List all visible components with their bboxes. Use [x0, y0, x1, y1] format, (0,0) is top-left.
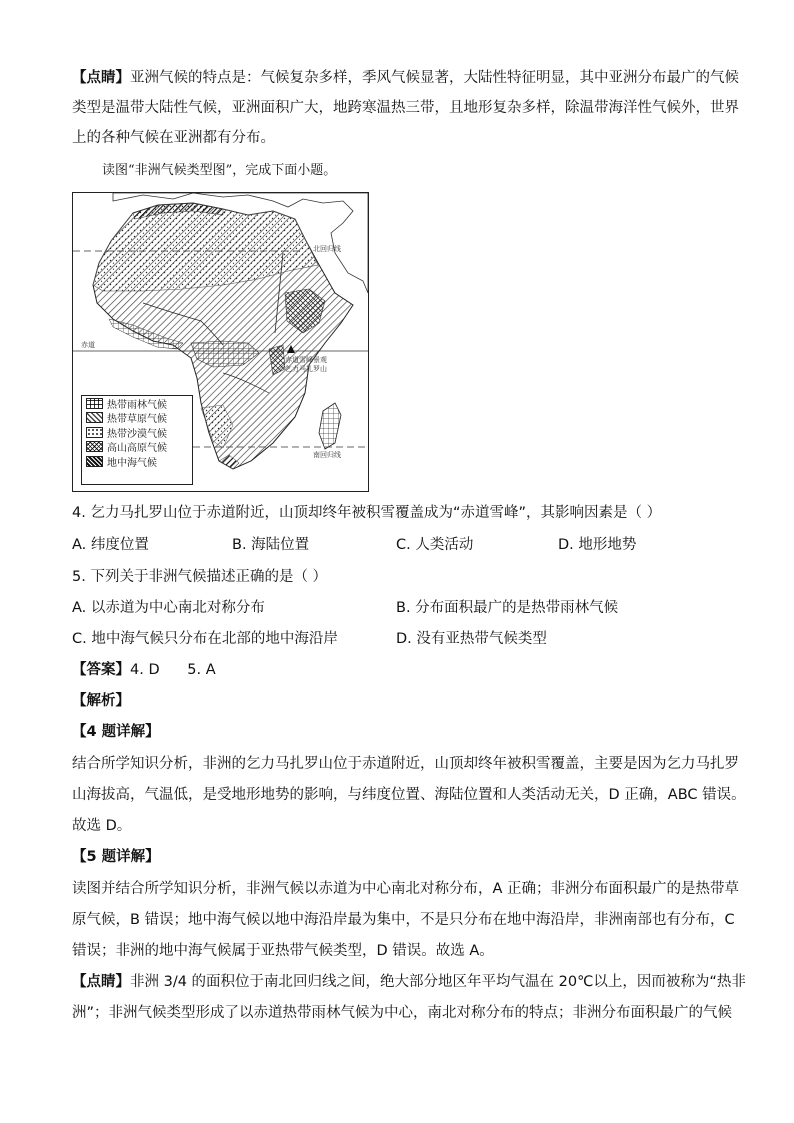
- detail5-line-1: 读图并结合所学知识分析，非洲气候以赤道为中心南北对称分布，A 正确；非洲分布面积最广的是热带草: [72, 881, 740, 897]
- legend-label: 高山高原气候: [107, 443, 167, 455]
- legend-item-savanna: [82, 411, 192, 426]
- detail4-line-3: 故选 D。: [72, 818, 132, 834]
- analysis-tag: 【解析】: [72, 693, 130, 709]
- rainforest-swatch: [86, 398, 103, 409]
- legend-item-desert: [82, 425, 192, 440]
- q5-option-d[interactable]: D. 没有亚热带气候类型: [396, 631, 547, 647]
- q5-option-c[interactable]: C. 地中海气候只分布在北部的地中海沿岸: [72, 631, 338, 647]
- africa-climate-map: [72, 192, 369, 492]
- legend-label: 地中海气候: [107, 457, 157, 469]
- answer-text: 4. D 5. A: [130, 662, 216, 678]
- detail4-tag: 【4 题详解】: [72, 724, 160, 740]
- map-legend: [81, 395, 193, 485]
- legend-item-med: [82, 454, 192, 469]
- end-note-line-2: 洲”；非洲气候类型形成了以赤道热带雨林气候为中心，南北对称分布的特点；非洲分布面积最广的气候: [72, 1005, 733, 1021]
- para1-line-1: [72, 63, 739, 93]
- q4-option-d[interactable]: D. 地形地势: [558, 537, 637, 553]
- detail5-line-2: 原气候，B 错误；地中海气候以地中海沿岸最为集中，不是只分布在地中海沿岸，非洲南部也有分布，C: [72, 912, 735, 928]
- detail5-tag: 【5 题详解】: [72, 849, 160, 865]
- end-dianjing-tag: 【点睛】: [72, 974, 130, 990]
- q5-option-a[interactable]: A. 以赤道为中心南北对称分布: [72, 600, 265, 616]
- dianjing-tag: 【点睛】: [72, 70, 130, 86]
- end-note-text-1: 非洲 3/4 的面积位于南北回归线之间，绝大部分地区年平均气温在 20℃以上，因而被称为“热非: [130, 974, 746, 990]
- legend-label: 热带草原气候: [107, 414, 167, 426]
- legend-label: 热带沙漠气候: [107, 428, 167, 440]
- equator-label: 赤道: [81, 341, 95, 349]
- q4-option-c[interactable]: C. 人类活动: [396, 537, 474, 553]
- para1-line-2: 类型是温带大陆性气候，亚洲面积广大，地跨寒温热三带，且地形复杂多样，除温带海洋性气候外，世界: [72, 100, 739, 116]
- para1-line-3: 上的各种气候在亚洲都有分布。: [72, 130, 275, 146]
- q4-option-b[interactable]: B. 海陆位置: [232, 537, 310, 553]
- detail5-line-3: 错误；非洲的地中海气候属于亚热带气候类型，D 错误。故选 A。: [72, 943, 494, 959]
- end-note-line-1: [72, 967, 746, 997]
- para1-text-1: 亚洲气候的特点是：气候复杂多样，季风气候显著，大陆性特征明显，其中亚洲分布最广的气候: [130, 70, 739, 86]
- madagascar: [319, 403, 341, 449]
- kilimanjaro-label-1: 赤道雪峰景观: [285, 356, 327, 364]
- answer-line: [72, 655, 216, 685]
- med-swatch: [86, 456, 103, 467]
- tropic-south-label: 南回归线: [313, 451, 341, 459]
- q5-option-b[interactable]: B. 分布面积最广的是热带雨林气候: [396, 600, 619, 616]
- legend-label: 热带雨林气候: [107, 399, 167, 411]
- q5-stem: 5. 下列关于非洲气候描述正确的是（ ）: [72, 569, 328, 585]
- legend-item-rainforest: [82, 396, 192, 411]
- legend-item-alpine: [82, 440, 192, 455]
- desert-swatch: [86, 427, 103, 438]
- q4-option-a[interactable]: A. 纬度位置: [72, 537, 149, 553]
- kilimanjaro-label-2: 乞力马扎罗山: [285, 365, 327, 373]
- answer-tag: 【答案】: [72, 662, 130, 678]
- alpine-swatch: [86, 441, 103, 452]
- q4-stem: 4. 乞力马扎罗山位于赤道附近，山顶却终年被积雪覆盖成为“赤道雪峰”，其影响因素是（ ）: [72, 505, 662, 521]
- detail4-line-2: 山海拔高，气温低，是受地形地势的影响，与纬度位置、海陆位置和人类活动无关，D 正确，ABC 错误。: [72, 787, 746, 803]
- tropic-north-label: 北回归线: [313, 245, 341, 253]
- map-caption: 读图“非洲气候类型图”，完成下面小题。: [102, 163, 337, 178]
- detail4-line-1: 结合所学知识分析，非洲的乞力马扎罗山位于赤道附近，山顶却终年被积雪覆盖，主要是因为乞力马扎罗: [72, 756, 739, 772]
- savanna-swatch: [86, 412, 103, 423]
